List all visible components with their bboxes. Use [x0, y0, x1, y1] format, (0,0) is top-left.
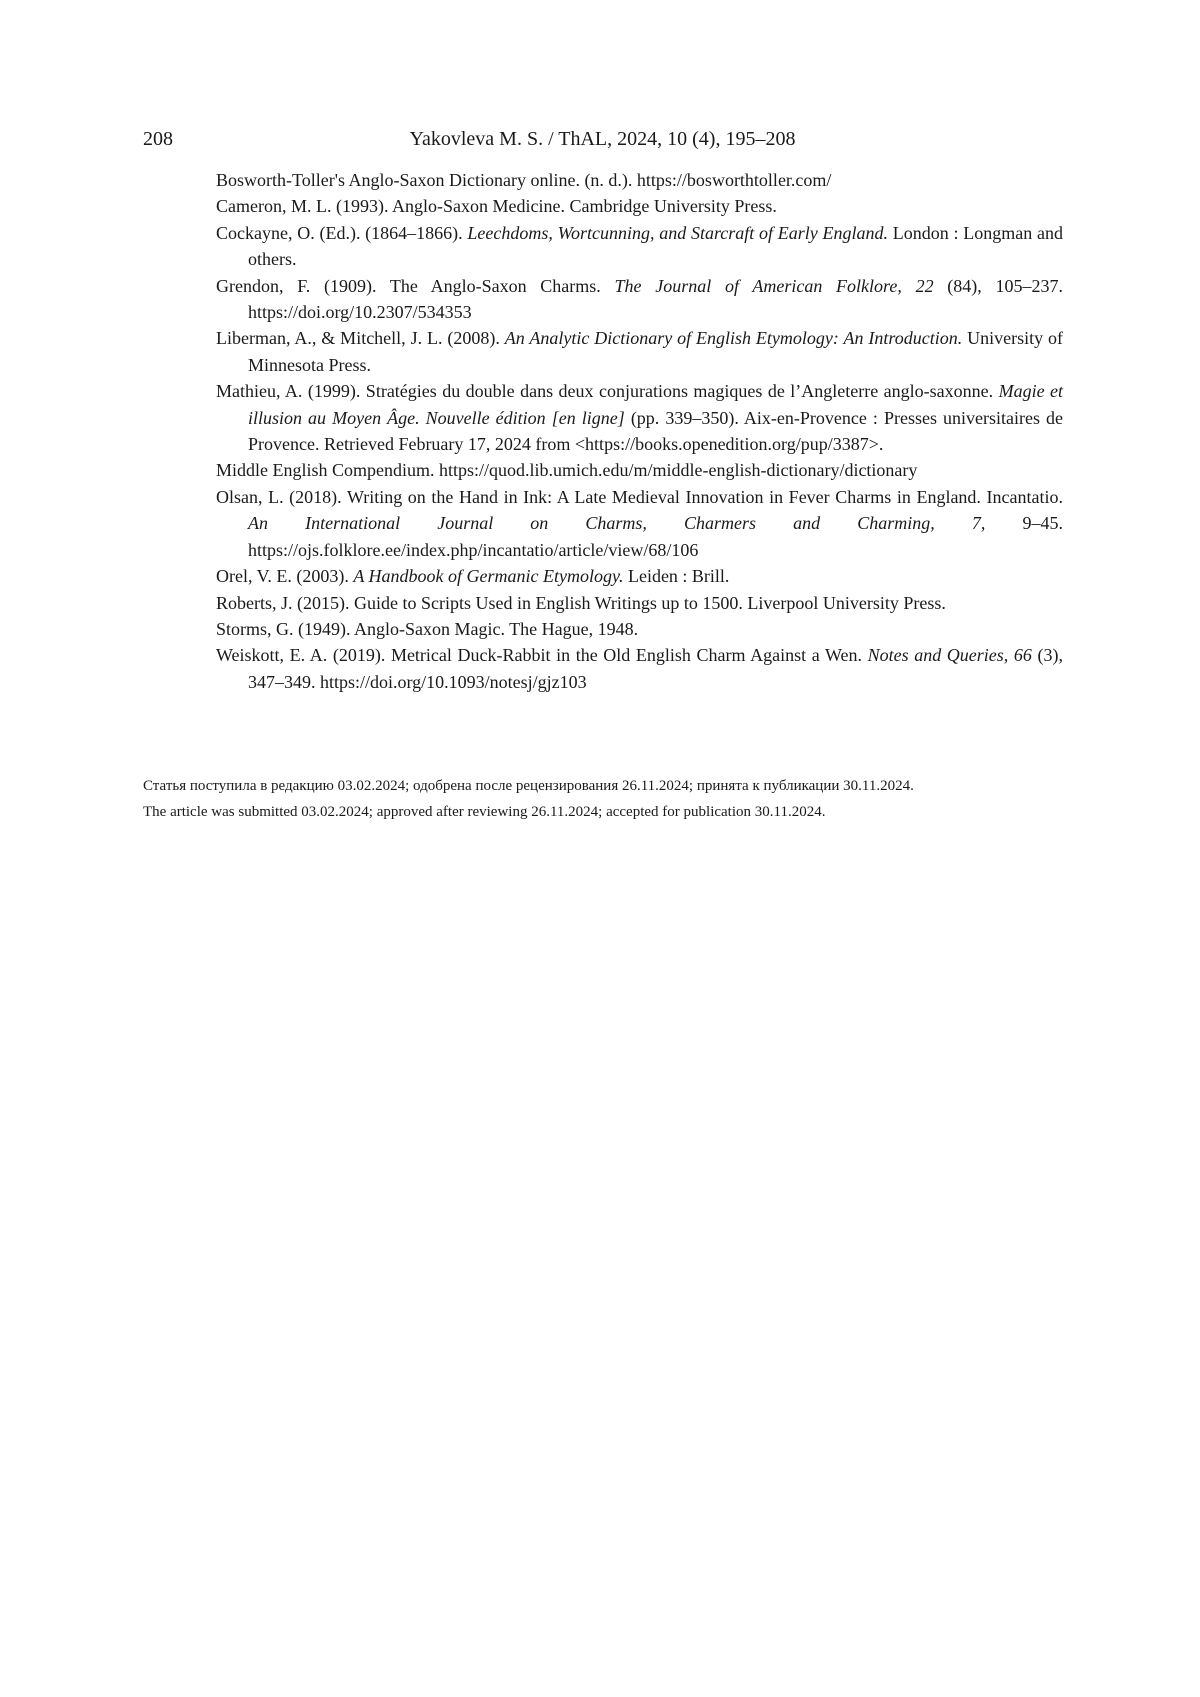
reference-italic: Magie et illusion au Moyen Âge. Nouvelle édition [en ligne]: [248, 381, 1063, 428]
reference-text: Cameron, M. L. (1993). Anglo-Saxon Medicine. Cambridge University Press.: [216, 196, 777, 217]
reference-item: [216, 484, 1063, 563]
article-dates: [143, 773, 1073, 825]
reference-list: [216, 167, 1063, 695]
reference-italic: An International Journal on Charms, Charmers and Charming, 7,: [248, 513, 986, 534]
page-number: 208: [143, 128, 173, 150]
reference-text-end: London : Longman and others.: [248, 222, 1063, 270]
reference-text-end: (pp. 339–350). Aix-en-Provence : Presses universitaires de Provence. Retrieved February 17, 2024 from <https://books.openedition.org/pup/3387>.: [248, 407, 1063, 455]
reference-italic: The Journal of American Folklore, 22: [614, 275, 934, 296]
reference-text-end: 9–45. https://ojs.folklore.ee/index.php/incantatio/article/view/68/106: [248, 513, 1063, 560]
reference-item: [216, 563, 1063, 589]
reference-text-end: (84), 105–237. https://doi.org/10.2307/534353: [248, 275, 1064, 323]
reference-text: Middle English Compendium. https://quod.lib.umich.edu/m/middle-english-dictionary/dictionary: [216, 460, 918, 481]
reference-text: Bosworth-Toller's Anglo-Saxon Dictionary online. (n. d.). https://bosworthtoller.com/: [216, 170, 832, 190]
reference-item: [216, 273, 1063, 326]
reference-text: Liberman, A., & Mitchell, J. L. (2008).: [216, 328, 505, 349]
reference-item: [216, 220, 1063, 273]
reference-italic: A Handbook of Germanic Etymology.: [353, 566, 624, 587]
article-dates-en: The article was submitted 03.02.2024; approved after reviewing 26.11.2024; accepted for publication 30.11.2024.: [143, 804, 826, 820]
reference-italic: An Analytic Dictionary of English Etymology: An Introduction.: [504, 328, 963, 349]
reference-text: Roberts, J. (2015). Guide to Scripts Used in English Writings up to 1500. Liverpool University Press.: [216, 592, 946, 613]
reference-text: Orel, V. E. (2003).: [216, 566, 354, 587]
reference-item: [216, 167, 1063, 193]
reference-item: [216, 590, 1063, 616]
reference-italic: Leechdoms, Wortcunning, and Starcraft of Early England.: [467, 222, 889, 243]
reference-italic: Notes and Queries, 66: [867, 645, 1032, 666]
reference-text: Weiskott, E. A. (2019). Metrical Duck-Rabbit in the Old English Charm Against a Wen.: [216, 645, 868, 666]
running-head: Yakovleva M. S. / ThAL, 2024, 10 (4), 195–208: [409, 128, 796, 150]
reference-text-end: University of Minnesota Press.: [248, 328, 1063, 375]
reference-text: Grendon, F. (1909). The Anglo-Saxon Charms.: [216, 275, 615, 296]
reference-item: [216, 457, 1063, 483]
page-header: [143, 124, 1062, 154]
reference-text-end: Leiden : Brill.: [623, 566, 730, 587]
article-dates-ru: Статья поступила в редакцию 03.02.2024; одобрена после рецензирования 26.11.2024; принята к публикации 30.11.2024.: [143, 778, 914, 794]
reference-item: [216, 642, 1063, 695]
reference-text: Storms, G. (1949). Anglo-Saxon Magic. The Hague, 1948.: [216, 618, 639, 639]
reference-item: [216, 616, 1063, 642]
reference-text: Mathieu, A. (1999). Stratégies du double dans deux conjurations magiques de l’Angleterre anglo-saxonne.: [216, 381, 999, 402]
reference-text: Olsan, L. (2018). Writing on the Hand in Ink: A Late Medieval Innovation in Fever Charms in England. Incantatio.: [216, 486, 1063, 507]
reference-item: [216, 193, 1063, 219]
reference-item: [216, 378, 1063, 457]
reference-text: Cockayne, O. (Ed.). (1864–1866).: [216, 222, 468, 243]
reference-item: [216, 325, 1063, 378]
reference-text-end: (3), 347–349. https://doi.org/10.1093/notesj/gjz103: [248, 645, 1063, 692]
